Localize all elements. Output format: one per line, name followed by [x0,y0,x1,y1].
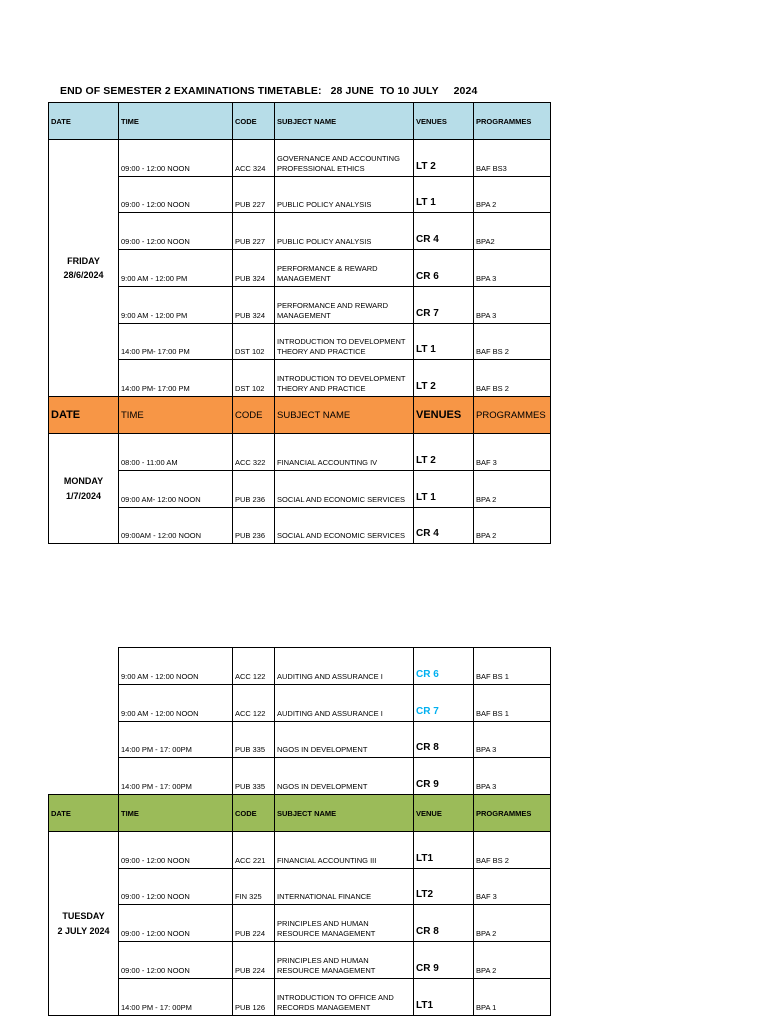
time-cell: 9:00 AM - 12:00 NOON [119,648,233,685]
table-row [49,471,551,508]
venue-cell: CR 7 [414,685,474,722]
header-time: TIME [119,397,233,434]
subject-cell: NGOS IN DEVELOPMENT [275,758,414,795]
programme-cell: BPA 2 [474,942,551,979]
subject-cell: NGOS IN DEVELOPMENT [275,722,414,758]
subject-cell: FINANCIAL ACCOUNTING IV [275,434,414,471]
subject-cell: FINANCIAL ACCOUNTING III [275,832,414,869]
subject-cell: GOVERNANCE AND ACCOUNTING PROFESSIONAL ETHICS [275,140,414,177]
table-row [49,177,551,213]
programme-cell: BAF BS 2 [474,324,551,360]
subject-cell: PUBLIC POLICY ANALYSIS [275,177,414,213]
table-row [49,722,551,758]
time-cell: 08:00 - 11:00 AM [119,434,233,471]
date-day: FRIDAY [67,255,100,266]
venue-cell: CR 9 [414,758,474,795]
subject-cell: SOCIAL AND ECONOMIC SERVICES [275,508,414,544]
time-cell: 14:00 PM - 17: 00PM [119,722,233,758]
venue-cell: LT 1 [414,177,474,213]
code-cell: PUB 224 [233,942,275,979]
header-programmes: PROGRAMMES [474,795,551,832]
table-row [49,905,551,942]
programme-cell: BAF 3 [474,434,551,471]
date-cell [49,140,119,397]
subject-cell: AUDITING AND ASSURANCE I [275,685,414,722]
header-programmes: PROGRAMMES [474,103,551,140]
header-code: CODE [233,795,275,832]
venue-cell: LT 2 [414,360,474,397]
code-cell: PUB 227 [233,213,275,250]
table-row [49,250,551,287]
venue-cell: CR 8 [414,722,474,758]
code-cell: PUB 335 [233,722,275,758]
header-date: DATE [49,103,119,140]
venue-cell: LT1 [414,979,474,1016]
header-time: TIME [119,795,233,832]
table-row [49,942,551,979]
header-programmes: PROGRAMMES [474,397,551,434]
time-cell: 14:00 PM - 17: 00PM [119,979,233,1016]
programme-cell: BPA 2 [474,177,551,213]
programme-cell: BPA 3 [474,722,551,758]
table-row [49,648,551,685]
table-row [49,685,551,722]
subject-cell: SOCIAL AND ECONOMIC SERVICES [275,471,414,508]
header-time: TIME [119,103,233,140]
venue-cell: CR 9 [414,942,474,979]
programme-cell: BPA 1 [474,979,551,1016]
table-row [49,324,551,360]
venue-cell: LT 1 [414,471,474,508]
code-cell: PUB 236 [233,508,275,544]
programme-cell: BAF BS 1 [474,685,551,722]
code-cell: DST 102 [233,360,275,397]
programme-cell: BPA 2 [474,471,551,508]
venue-cell: CR 8 [414,905,474,942]
table-row [49,287,551,324]
time-cell: 9:00 AM - 12:00 PM [119,250,233,287]
table-row [49,140,551,177]
code-cell: PUB 335 [233,758,275,795]
venue-cell: LT 2 [414,434,474,471]
date-value: 2 JULY 2024 [57,925,110,936]
subject-cell: AUDITING AND ASSURANCE I [275,648,414,685]
code-cell: ACC 122 [233,685,275,722]
header-subject: SUBJECT NAME [275,795,414,832]
table-row [49,434,551,471]
venue-cell: CR 6 [414,648,474,685]
venue-cell: LT2 [414,869,474,905]
time-cell: 09:00AM - 12:00 NOON [119,508,233,544]
time-cell: 9:00 AM - 12:00 PM [119,287,233,324]
subject-cell: PERFORMANCE & REWARD MANAGEMENT [275,250,414,287]
table-row [49,508,551,544]
time-cell: 9:00 AM - 12:00 NOON [119,685,233,722]
header-row [49,795,551,832]
code-cell: ACC 122 [233,648,275,685]
code-cell: PUB 324 [233,250,275,287]
code-cell: PUB 126 [233,979,275,1016]
header-row [49,397,551,434]
time-cell: 09:00 - 12:00 NOON [119,213,233,250]
time-cell: 09:00 - 12:00 NOON [119,832,233,869]
table-row [49,758,551,795]
programme-cell: BAF BS 1 [474,648,551,685]
date-value: 1/7/2024 [65,490,102,501]
table-row [49,869,551,905]
time-cell: 09:00 - 12:00 NOON [119,140,233,177]
table-row [49,979,551,1016]
page-title: END OF SEMESTER 2 EXAMINATIONS TIMETABLE: 28 JUNE TO 10 JULY 2024 [60,85,478,97]
code-cell: PUB 236 [233,471,275,508]
code-cell: DST 102 [233,324,275,360]
subject-cell: INTRODUCTION TO DEVELOPMENT THEORY AND PRACTICE [275,324,414,360]
venue-cell: LT1 [414,832,474,869]
time-cell: 09:00 - 12:00 NOON [119,905,233,942]
code-cell: FIN 325 [233,869,275,905]
subject-cell: PUBLIC POLICY ANALYSIS [275,213,414,250]
subject-cell: INTERNATIONAL FINANCE [275,869,414,905]
programme-cell: BAF BS3 [474,140,551,177]
code-cell: ACC 221 [233,832,275,869]
date-value: 28/6/2024 [63,270,104,280]
table-row [49,360,551,397]
programme-cell: BAF 3 [474,869,551,905]
table-row [49,832,551,869]
venue-cell: CR 4 [414,213,474,250]
time-cell: 09:00 AM- 12:00 NOON [119,471,233,508]
timetable-page-2 [48,647,551,1016]
date-day: MONDAY [63,476,104,487]
table-row [49,213,551,250]
subject-cell: PRINCIPLES AND HUMAN RESOURCE MANAGEMENT [275,942,414,979]
date-cell [49,434,119,544]
header-venue: VENUE [414,795,474,832]
time-cell: 09:00 - 12:00 NOON [119,942,233,979]
venue-cell: LT 1 [414,324,474,360]
header-subject: SUBJECT NAME [275,397,414,434]
timetable-page-1 [48,102,551,544]
date-cell [49,832,119,1016]
subject-cell: INTRODUCTION TO OFFICE AND RECORDS MANAGEMENT [275,979,414,1016]
time-cell: 14:00 PM- 17:00 PM [119,324,233,360]
date-day: TUESDAY [62,911,105,922]
programme-cell: BPA 2 [474,905,551,942]
code-cell: PUB 227 [233,177,275,213]
venue-cell: LT 2 [414,140,474,177]
programme-cell: BPA 3 [474,287,551,324]
code-cell: PUB 324 [233,287,275,324]
header-row [49,103,551,140]
programme-cell: BPA 3 [474,758,551,795]
time-cell: 09:00 - 12:00 NOON [119,869,233,905]
venue-cell: CR 6 [414,250,474,287]
programme-cell: BAF BS 2 [474,832,551,869]
code-cell: ACC 322 [233,434,275,471]
programme-cell: BPA 3 [474,250,551,287]
time-cell: 14:00 PM- 17:00 PM [119,360,233,397]
code-cell: PUB 224 [233,905,275,942]
date-cell-empty [49,648,119,795]
code-cell: ACC 324 [233,140,275,177]
subject-cell: INTRODUCTION TO DEVELOPMENT THEORY AND PRACTICE [275,360,414,397]
header-code: CODE [233,397,275,434]
header-venues: VENUES [414,397,474,434]
header-code: CODE [233,103,275,140]
header-date: DATE [49,795,119,832]
header-date: DATE [49,397,119,434]
time-cell: 09:00 - 12:00 NOON [119,177,233,213]
time-cell: 14:00 PM - 17: 00PM [119,758,233,795]
programme-cell: BAF BS 2 [474,360,551,397]
subject-cell: PRINCIPLES AND HUMAN RESOURCE MANAGEMENT [275,905,414,942]
venue-cell: CR 7 [414,287,474,324]
header-venues: VENUES [414,103,474,140]
venue-cell: CR 4 [414,508,474,544]
programme-cell: BPA 2 [474,508,551,544]
programme-cell: BPA2 [474,213,551,250]
subject-cell: PERFORMANCE AND REWARD MANAGEMENT [275,287,414,324]
header-subject: SUBJECT NAME [275,103,414,140]
